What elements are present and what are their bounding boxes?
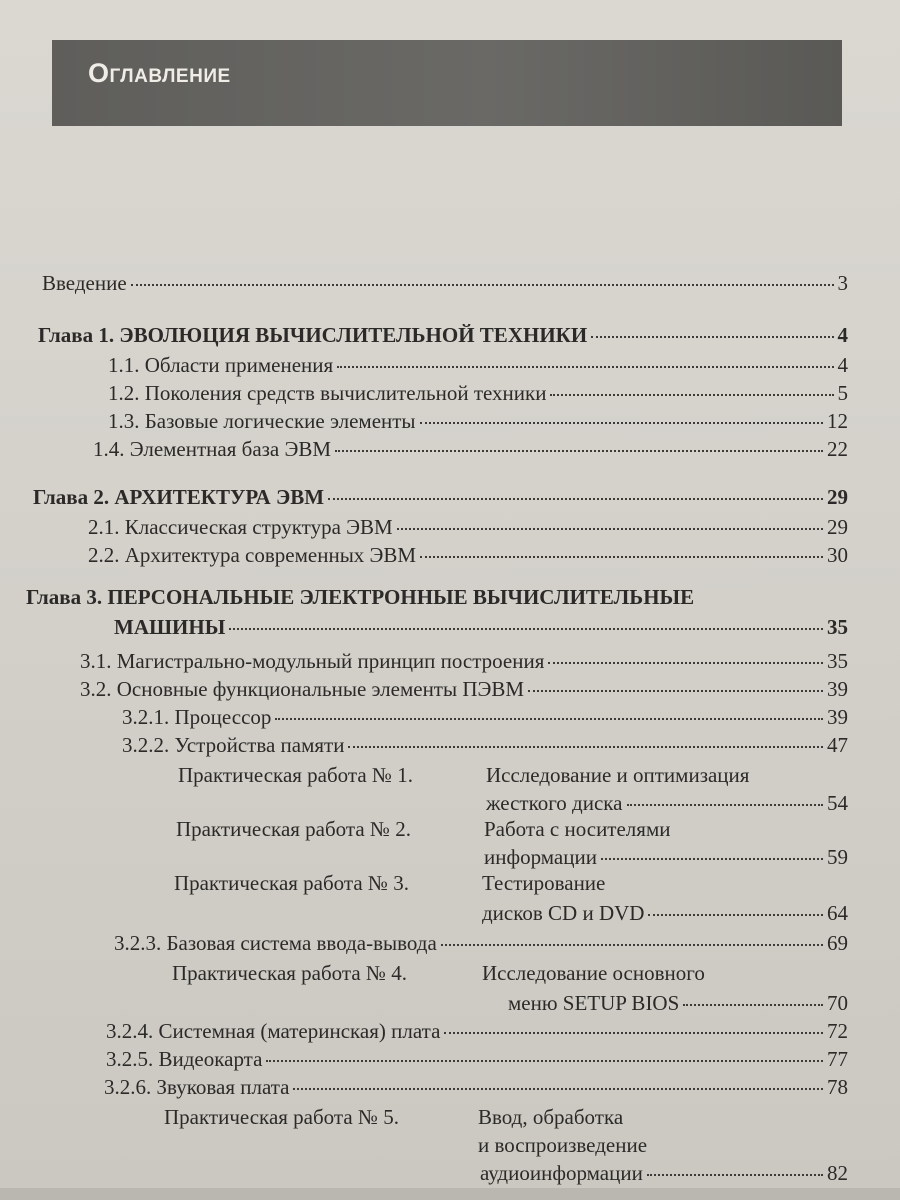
- toc-section-3-2-4: [106, 1018, 848, 1044]
- toc-entry-label: 3.2.1. Процессор: [122, 705, 272, 729]
- practical-work-5-title: Ввод, обработка: [478, 1105, 624, 1129]
- toc-page-number: 78: [827, 1075, 848, 1099]
- dot-leader: [131, 284, 834, 286]
- dot-leader: [397, 528, 823, 530]
- practical-work-5-prefix: Практическая работа № 5.: [164, 1105, 399, 1129]
- toc-page-number: 39: [827, 677, 848, 701]
- toc-practical-work-5: [480, 1160, 848, 1186]
- toc-page-number: 4: [837, 353, 848, 377]
- toc-entry-label: информации: [484, 845, 597, 869]
- dot-leader: [229, 628, 823, 630]
- practical-work-4-title: Исследование основного: [482, 961, 705, 985]
- toc-chapter-3: [114, 614, 848, 640]
- practical-work-5-title-2: и воспроизведение: [478, 1133, 648, 1157]
- practical-work-3-title: Тестирование: [482, 871, 606, 895]
- page-bottom-edge: [0, 1188, 900, 1200]
- toc-page-number: 3: [837, 271, 848, 295]
- toc-page-number: 47: [827, 733, 848, 757]
- toc-entry-label: жесткого диска: [486, 791, 623, 815]
- toc-entry-label: МАШИНЫ: [114, 615, 226, 639]
- toc-entry-label: 3.2.5. Видеокарта: [106, 1047, 263, 1071]
- dot-leader: [275, 718, 823, 720]
- toc-page-number: 29: [827, 515, 848, 539]
- dot-leader: [293, 1088, 823, 1090]
- toc-section-2-2: [88, 542, 848, 568]
- toc-section-1-1: [108, 352, 848, 378]
- dot-leader: [601, 858, 823, 860]
- toc-page-number: 4: [837, 323, 848, 347]
- toc-practical-work-1: [486, 790, 848, 816]
- toc-section-3-2-5: [106, 1046, 848, 1072]
- dot-leader: [648, 914, 823, 916]
- toc-page-number: 54: [827, 791, 848, 815]
- dot-leader: [337, 366, 833, 368]
- toc-section-3-2-1: [122, 704, 848, 730]
- toc-entry-label: Введение: [42, 271, 127, 295]
- toc-page-number: 82: [827, 1161, 848, 1185]
- toc-page-number: 35: [827, 649, 848, 673]
- dot-leader: [683, 1004, 823, 1006]
- toc-chapter-3-title-line: Глава 3. ПЕРСОНАЛЬНЫЕ ЭЛЕКТРОННЫЕ ВЫЧИСЛИТЕЛЬНЫЕ: [26, 585, 695, 609]
- toc-page-number: 59: [827, 845, 848, 869]
- toc-entry-label: 3.2.3. Базовая система ввода-вывода: [114, 931, 437, 955]
- toc-page-number: 22: [827, 437, 848, 461]
- practical-work-2-title: Работа с носителями: [484, 817, 671, 841]
- toc-entry-label: дисков CD и DVD: [482, 901, 645, 925]
- toc-page-number: 70: [827, 991, 848, 1015]
- toc-entry-label: 3.2.6. Звуковая плата: [104, 1075, 290, 1099]
- toc-page-number: 12: [827, 409, 848, 433]
- toc-chapter-1: [38, 322, 848, 348]
- toc-section-3-1: [80, 648, 848, 674]
- toc-entry-label: 3.1. Магистрально-модульный принцип построения: [80, 649, 545, 673]
- toc-section-1-2: [108, 380, 848, 406]
- toc-entry-intro: [42, 270, 848, 296]
- dot-leader: [441, 944, 823, 946]
- dot-leader: [328, 498, 823, 500]
- toc-page-number: 77: [827, 1047, 848, 1071]
- toc-entry-label: 2.1. Классическая структура ЭВМ: [88, 515, 393, 539]
- page-title: Оглавление: [88, 58, 231, 88]
- toc-entry-label: 1.3. Базовые логические элементы: [108, 409, 416, 433]
- dot-leader: [444, 1032, 823, 1034]
- toc-entry-label: 1.4. Элементная база ЭВМ: [93, 437, 332, 461]
- toc-practical-work-2: [484, 844, 848, 870]
- toc-practical-work-4: [508, 990, 848, 1016]
- dot-leader: [647, 1174, 823, 1176]
- dot-leader: [420, 422, 823, 424]
- toc-page-number: 29: [827, 485, 848, 509]
- practical-work-1-title: Исследование и оптимизация: [486, 763, 750, 787]
- dot-leader: [528, 690, 823, 692]
- toc-entry-label: аудиоинформации: [480, 1161, 643, 1185]
- toc-entry-label: 3.2.2. Устройства памяти: [122, 733, 345, 757]
- practical-work-3-prefix: Практическая работа № 3.: [174, 871, 409, 895]
- toc-section-3-2-6: [104, 1074, 848, 1100]
- dot-leader: [591, 336, 833, 338]
- practical-work-4-prefix: Практическая работа № 4.: [172, 961, 407, 985]
- dot-leader: [335, 450, 823, 452]
- toc-page-number: 64: [827, 901, 848, 925]
- dot-leader: [627, 804, 824, 806]
- toc-section-1-3: [108, 408, 848, 434]
- toc-section-1-4: [93, 436, 848, 462]
- toc-page-number: 5: [837, 381, 848, 405]
- toc-chapter-2: [33, 484, 848, 510]
- practical-work-1-prefix: Практическая работа № 1.: [178, 763, 413, 787]
- toc-entry-label: 1.2. Поколения средств вычислительной техники: [108, 381, 547, 405]
- dot-leader: [420, 556, 823, 558]
- toc-section-2-1: [88, 514, 848, 540]
- practical-work-2-prefix: Практическая работа № 2.: [176, 817, 411, 841]
- toc-section-3-2: [80, 676, 848, 702]
- toc-entry-label: 3.2. Основные функциональные элементы ПЭВМ: [80, 677, 525, 701]
- dot-leader: [548, 662, 823, 664]
- dot-leader: [266, 1060, 823, 1062]
- toc-entry-label: Глава 2. АРХИТЕКТУРА ЭВМ: [33, 485, 325, 509]
- toc-page-number: 72: [827, 1019, 848, 1043]
- toc-page-number: 30: [827, 543, 848, 567]
- dot-leader: [550, 394, 833, 396]
- toc-entry-label: Глава 1. ЭВОЛЮЦИЯ ВЫЧИСЛИТЕЛЬНОЙ ТЕХНИКИ: [38, 323, 588, 347]
- toc-entry-label: 1.1. Области применения: [108, 353, 334, 377]
- toc-practical-work-3: [482, 900, 848, 926]
- toc-page-number: 69: [827, 931, 848, 955]
- dot-leader: [348, 746, 823, 748]
- toc-page-number: 35: [827, 615, 848, 639]
- toc-section-3-2-3: [114, 930, 848, 956]
- toc-entry-label: 3.2.4. Системная (материнская) плата: [106, 1019, 441, 1043]
- toc-entry-label: 2.2. Архитектура современных ЭВМ: [88, 543, 417, 567]
- toc-page-number: 39: [827, 705, 848, 729]
- toc-section-3-2-2: [122, 732, 848, 758]
- toc-entry-label: меню SETUP BIOS: [508, 991, 680, 1015]
